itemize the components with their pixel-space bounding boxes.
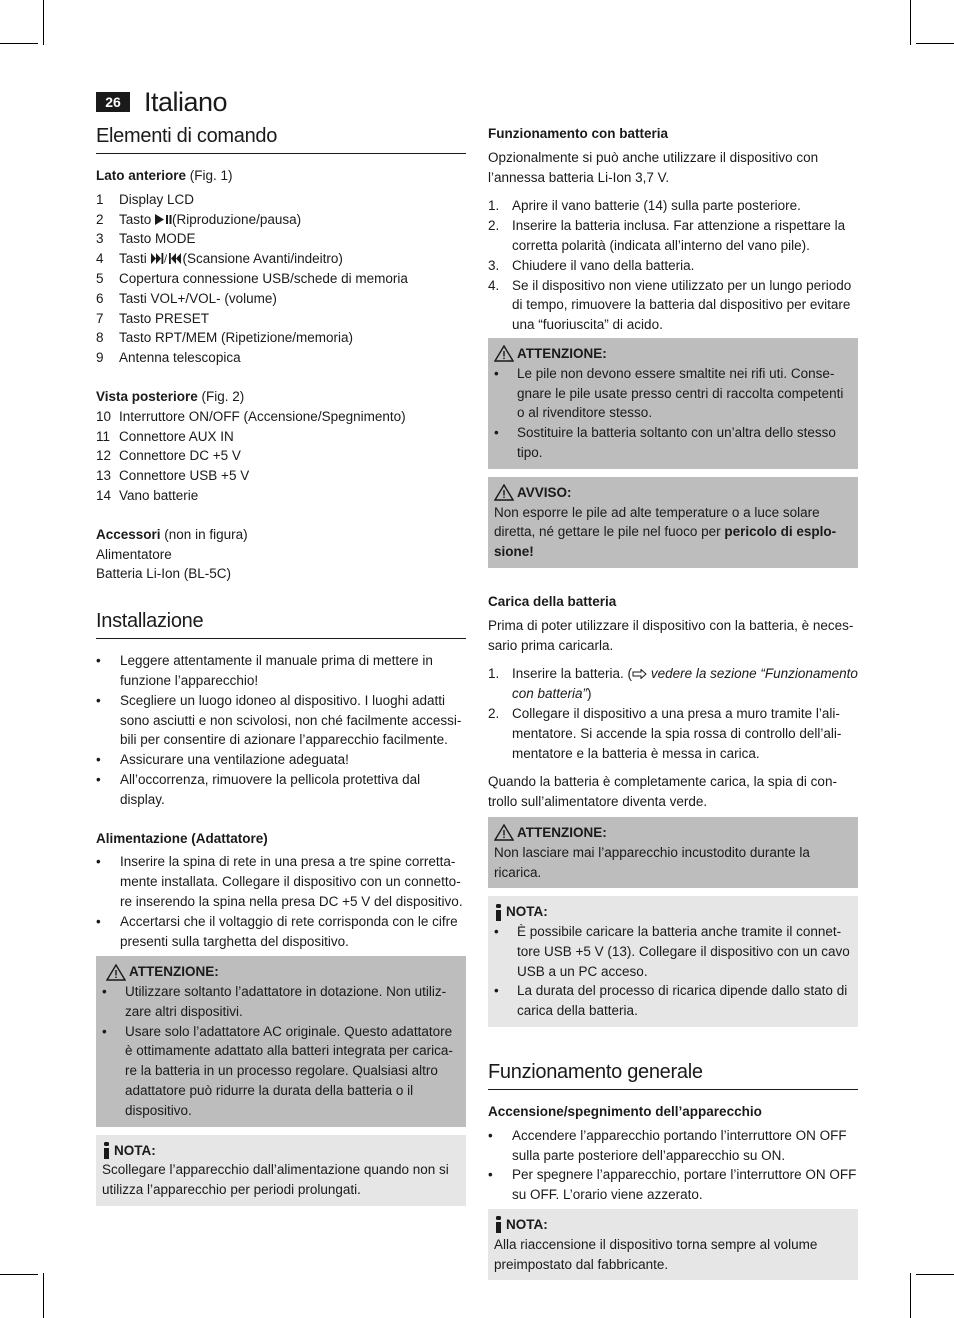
list-item: 1. Inserire la batteria. ( vedere la sezione “Funzionamento con batteria”)	[488, 666, 858, 702]
section-heading-installation: Installazione	[96, 607, 466, 639]
note-box: NOTA: • È possibile caricare la batteria anche tramite il connet-tore USB +5 V (13). Collegare il dispositivo con un cavo USB a un PC acceso. • La durata del processo di ricarica dipende dallo stato di carica della batteria.	[488, 896, 858, 1027]
page-title: Italiano	[144, 87, 228, 117]
crop-mark	[916, 1274, 954, 1275]
crop-mark	[43, 0, 44, 45]
list-item: 14 Vano batterie	[96, 487, 199, 503]
crop-mark	[910, 0, 911, 45]
list-item: 2. Collegare il dispositivo a una presa a muro tramite l’ali-mentatore. Si accende la spia rossa di controllo dell’ali-mentatore e la batteria è messa in carica.	[488, 705, 842, 761]
list-item: 8 Tasto RPT/MEM (Ripetizione/memoria)	[96, 330, 354, 346]
warning-box: ATTENZIONE: • Le pile non devono essere smaltite nei rifi uti. Conse-gnare le pile usate presso centri di raccolta competenti o al rivenditore stesso. • Sostituire la batteria soltanto con un’altra dello stesso tipo.	[488, 338, 858, 469]
list-item: 6 Tasti VOL+/VOL- (volume)	[96, 290, 277, 306]
list-item: 9 Antenna telescopica	[96, 350, 241, 366]
page-number: 26	[96, 92, 130, 112]
accessories-title: Accessori (non in figura)	[96, 526, 248, 542]
battery-steps	[488, 196, 858, 335]
accessory-item: Alimentatore	[96, 546, 172, 562]
list-item: • Per spegnere l’apparecchio, portare l’interruttore ON OFF su OFF. L’orario viene azzerato.	[488, 1167, 857, 1203]
crop-mark	[916, 43, 954, 44]
section-heading-controls: Elementi di comando	[96, 122, 466, 154]
info-icon	[102, 1142, 111, 1159]
section-heading-general: Funzionamento generale	[488, 1058, 858, 1090]
list-item: 5 Copertura connessione USB/schede di memoria	[96, 270, 408, 286]
list-item: • La durata del processo di ricarica dipende dallo stato di carica della batteria.	[494, 983, 848, 1019]
list-item: 4. Se il dispositivo non viene utilizzato per un lungo periodo di tempo, rimuovere la batteria dal dispositivo per evitare una “fuoriuscita” di acido.	[488, 277, 852, 333]
list-item: • Le pile non devono essere smaltite nei rifi uti. Conse-gnare le pile usate presso centri di raccolta competenti o al rivenditore stesso.	[494, 365, 844, 421]
crop-mark	[910, 1273, 911, 1318]
list-item: • Scegliere un luogo idoneo al dispositivo. I luoghi adatti sono asciutti e non scivolosi, non ché facilmente accessi-bili per consentire di azionare l’apparecchio facilmente.	[96, 692, 462, 748]
list-item: • Usare solo l’adattatore AC originale. Questo adattatore è ottimamente adattato alla batteri integrata per carica-re la batteria in un processo regolare. Qualsiasi altro adattatore può ridurre la durata della batteria o il dispositivo.	[102, 1023, 453, 1118]
charging-after: Quando la batteria è completamente carica, la spia di con-trollo sull’alimentatore diventa verde.	[488, 774, 837, 810]
crop-mark	[43, 1273, 44, 1318]
caution-box: AVVISO: Non esporre le pile ad alte temperature o a luce solare diretta, né gettare le pile nel fuoco per pericolo di esplo-sione!	[488, 477, 858, 568]
charging-steps	[488, 664, 858, 763]
list-item: • È possibile caricare la batteria anche tramite il connet-tore USB +5 V (13). Collegare il dispositivo con un cavo USB a un PC acceso.	[494, 924, 850, 979]
installation-list	[96, 651, 466, 809]
list-item: 3. Chiudere il vano della batteria.	[488, 257, 695, 273]
play-pause-icon	[155, 214, 172, 225]
list-item: • Assicurare una ventilazione adeguata!	[96, 752, 349, 768]
list-item: 2 Tasto (Riproduzione/pausa)	[96, 211, 302, 227]
list-item: 1. Aprire il vano batterie (14) sulla parte posteriore.	[488, 198, 801, 214]
warning-box: ATTENZIONE: Non lasciare mai l’apparecchio incustodito durante la ricarica.	[488, 817, 858, 888]
list-item: 10 Interruttore ON/OFF (Accensione/Spegnimento)	[96, 408, 406, 424]
battery-op-intro: Opzionalmente si può anche utilizzare il dispositivo con l’annessa batteria Li-Ion 3,7 V.	[488, 149, 819, 185]
note-box: NOTA: Alla riaccensione il dispositivo torna sempre al volume preimpostato dal fabbricante.	[488, 1209, 858, 1280]
list-item: • Accendere l’apparecchio portando l’interruttore ON OFF sulla parte posteriore dell’apparecchio su ON.	[488, 1127, 847, 1163]
front-title: Lato anteriore (Fig. 1)	[96, 168, 233, 183]
list-item: 13 Connettore USB +5 V	[96, 468, 250, 484]
list-item: • Inserire la spina di rete in una presa a tre spine corretta-mente installata. Collegare il dispositivo con un connetto-re inserendo la spina nella presa DC +5 V del dispositivo.	[96, 854, 463, 909]
front-controls-list	[96, 190, 466, 368]
list-item: 3 Tasto MODE	[96, 231, 196, 247]
arrow-icon	[632, 669, 647, 679]
list-item: • Leggere attentamente il manuale prima di mettere in funzione l’apparecchio!	[96, 653, 433, 688]
right-column	[488, 124, 858, 1288]
info-icon	[494, 1216, 503, 1233]
warning-box: ATTENZIONE: • Utilizzare soltanto l’adattatore in dotazione. Non utiliz-zare altri dispositivi. • Usare solo l’adattatore AC originale. Questo adattatore è ottimamente adattato alla batteri integrata per carica-re la batteria in un processo regolare. Qualsiasi altro adattatore può ridurre la durata della batteria o il dispositivo.	[96, 956, 466, 1126]
list-item: • Utilizzare soltanto l’adattatore in dotazione. Non utiliz-zare altri dispositivi.	[102, 984, 447, 1019]
list-item: • Sostituire la batteria soltanto con un’altra dello stesso tipo.	[494, 425, 836, 460]
warning-icon	[106, 964, 126, 981]
warning-icon	[494, 345, 514, 362]
battery-op-title: Funzionamento con batteria	[488, 126, 669, 141]
list-item: 1 Display LCD	[96, 191, 195, 207]
list-item: • All’occorrenza, rimuovere la pellicola protettiva dal display.	[96, 771, 421, 807]
power-list	[96, 852, 466, 951]
general-title: Accensione/spegnimento dell’apparecchio	[488, 1104, 762, 1120]
crop-mark	[0, 1274, 38, 1275]
rear-title: Vista posteriore (Fig. 2)	[96, 388, 245, 404]
warning-icon	[494, 484, 514, 501]
rear-controls-list	[96, 407, 466, 506]
page-header	[96, 86, 227, 118]
general-list	[488, 1126, 858, 1205]
left-column	[96, 122, 466, 1214]
list-item: 7 Tasto PRESET	[96, 310, 210, 326]
charging-intro: Prima di poter utilizzare il dispositivo con la batteria, è neces-sario prima caricarla.	[488, 617, 854, 653]
list-item: 12 Connettore DC +5 V	[96, 448, 241, 464]
power-title: Alimentazione (Adattatore)	[96, 830, 268, 846]
warning-icon	[494, 824, 514, 841]
info-icon	[494, 904, 503, 921]
note-box: NOTA: Scollegare l’apparecchio dall’alimentazione quando non si utilizza l’apparecchio per periodi prolungati.	[96, 1135, 466, 1206]
svg-text:/: /	[163, 253, 167, 265]
charging-title: Carica della batteria	[488, 593, 617, 609]
list-item: 11 Connettore AUX IN	[96, 428, 234, 444]
list-item: 2. Inserire la batteria inclusa. Far attenzione a rispettare la corretta polarità (indicata all’interno del vano pile).	[488, 218, 846, 253]
accessory-item: Batteria Li-Ion (BL-5C)	[96, 566, 232, 582]
list-item: • Accertarsi che il voltaggio di rete corrisponda con le cifre presenti sulla targhetta del dispositivo.	[96, 913, 458, 949]
list-item: 4 Tasti / (Scansione Avanti/indeitro)	[96, 251, 343, 267]
crop-mark	[0, 43, 38, 44]
skip-icon	[151, 253, 183, 264]
